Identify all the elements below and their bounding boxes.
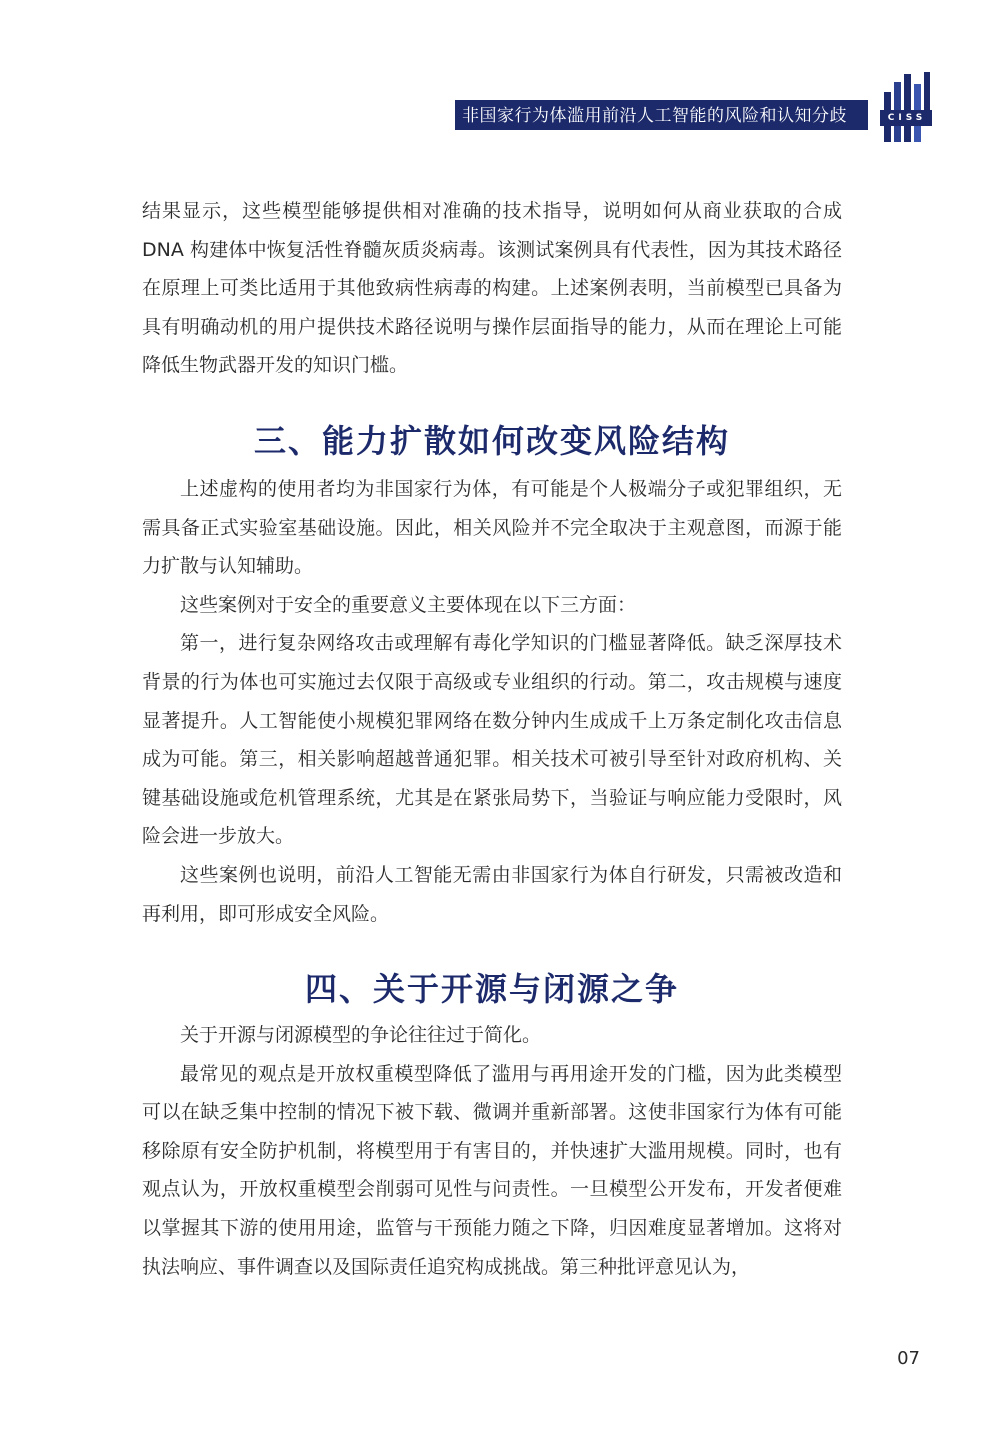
body-paragraph: 上述虚构的使用者均为非国家行为体，有可能是个人极端分子或犯罪组织，无需具备正式实验室基础设施。因此，相关风险并不完全取决于主观意图，而源于能力扩散与认知辅助。 <box>142 478 842 578</box>
body-paragraph: 这些案例对于安全的重要意义主要体现在以下三方面： <box>180 593 637 616</box>
section3-text-block <box>142 470 842 933</box>
section-heading-4: 四、关于开源与闭源之争 <box>304 970 679 1008</box>
section-heading-3: 三、能力扩散如何改变风险结构 <box>253 422 730 460</box>
logo-bar-3 <box>904 74 911 142</box>
intro-text-block <box>142 192 842 385</box>
body-paragraph: 这些案例也说明，前沿人工智能无需由非国家行为体自行研发，只需被改造和再利用，即可形成安全风险。 <box>142 863 842 925</box>
body-paragraph: 结果显示，这些模型能够提供相对准确的技术指导，说明如何从商业获取的合成DNA 构建体中恢复活性脊髓灰质炎病毒。该测试案例具有代表性，因为其技术路径在原理上可类比适用于其他致病性病毒的构建。上述案例表明，当前模型已具备为具有明确动机的用户提供技术路径说明与操作层面指导的能力，从而在理论上可能降低生物武器开发的知识门槛。 <box>142 200 842 377</box>
body-paragraph: 最常见的观点是开放权重模型降低了滥用与再用途开发的门槛，因为此类模型可以在缺乏集中控制的情况下被下载、微调并重新部署。这使非国家行为体有可能移除原有安全防护机制，将模型用于有害目的，并快速扩大滥用规模。同时，也有观点认为，开放权重模型会削弱可见性与问责性。一旦模型公开发布，开发者便难以掌握其下游的使用用途，监管与干预能力随之下降，归因难度显著增加。这将对执法响应、事件调查以及国际责任追究构成挑战。第三种批评意见认为， <box>142 1062 842 1278</box>
logo-text: CISS <box>887 113 927 123</box>
header-title: 非国家行为体滥用前沿人工智能的风险和认知分歧 <box>462 106 847 126</box>
body-paragraph: 第一，进行复杂网络攻击或理解有毒化学知识的门槛显著降低。缺乏深厚技术背景的行为体也可实施过去仅限于高级或专业组织的行动。第二，攻击规模与速度显著提升。人工智能使小规模犯罪网络在数分钟内生成成千上万条定制化攻击信息成为可能。第三，相关影响超越普通犯罪。相关技术可被引导至针对政府机构、关键基础设施或危机管理系统，尤其是在紧张局势下，当验证与响应能力受限时，风险会进一步放大。 <box>142 632 842 848</box>
section4-text-block <box>142 1016 842 1286</box>
ciss-logo <box>880 72 932 144</box>
page-number: 07 <box>897 1348 920 1369</box>
body-paragraph: 关于开源与闭源模型的争论往往过于简化。 <box>180 1024 542 1046</box>
